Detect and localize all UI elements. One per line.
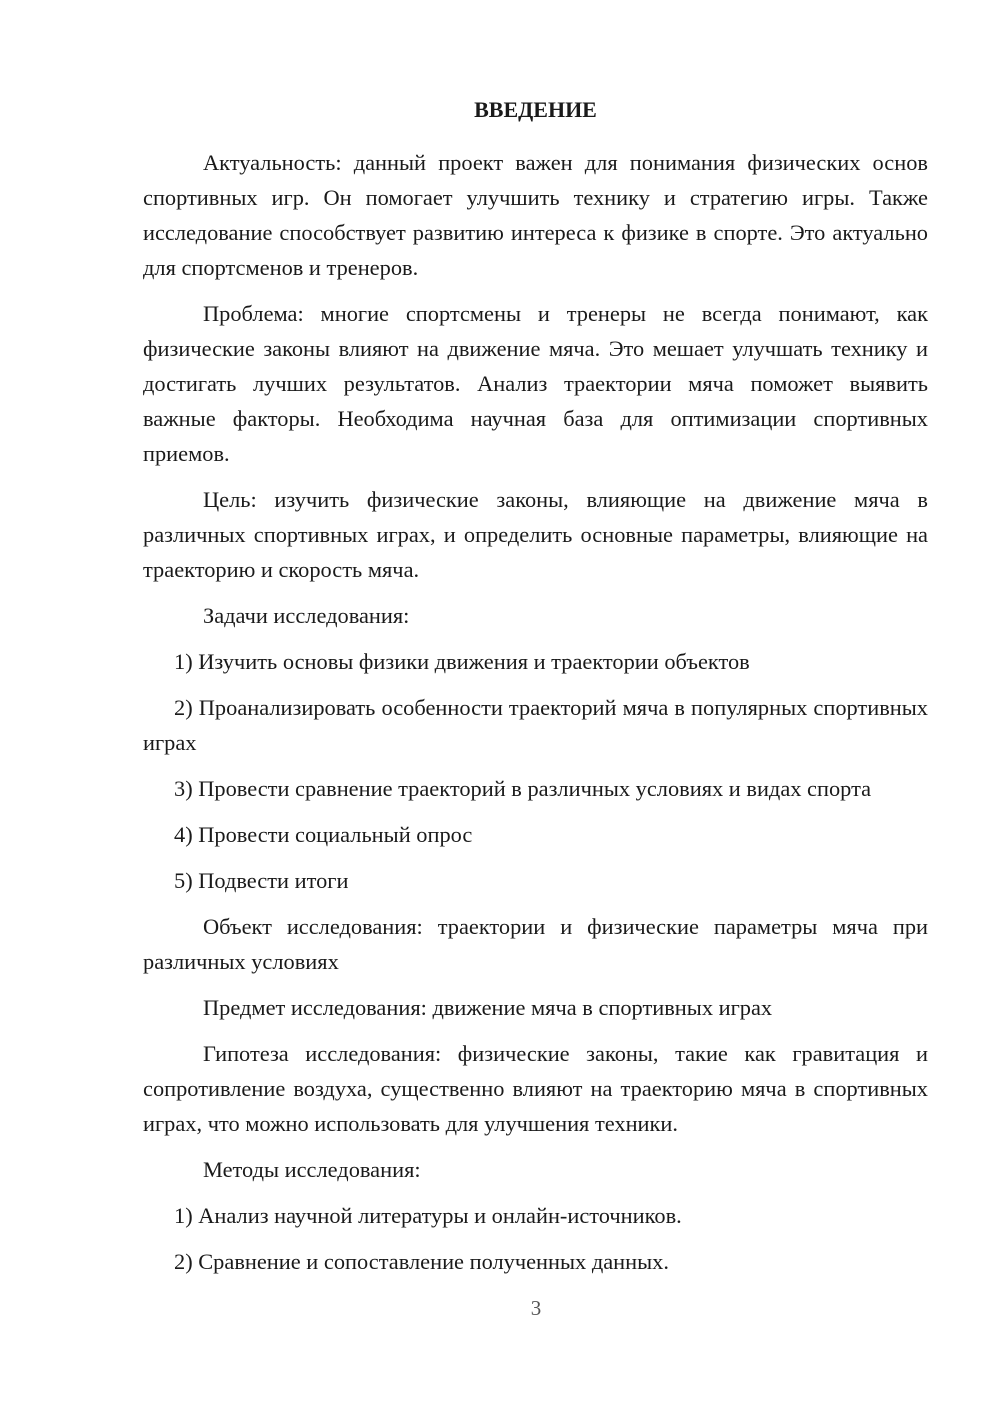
methods-title: Методы исследования: — [203, 1157, 421, 1182]
task-item-3: 3) Провести сравнение траекторий в различных условиях и видах спорта — [174, 776, 872, 801]
method-item-2: 2) Сравнение и сопоставление полученных данных. — [174, 1249, 669, 1274]
task-item-1: 1) Изучить основы физики движения и траектории объектов — [174, 649, 750, 674]
task-item-4: 4) Провести социальный опрос — [174, 822, 473, 847]
task-item-2: 2) Проанализировать особенности траекторий мяча в популярных спортивных играх — [143, 695, 928, 755]
object-paragraph: Объект исследования: траектории и физические параметры мяча при различных условиях — [143, 914, 928, 974]
method-item-1: 1) Анализ научной литературы и онлайн-источников. — [174, 1203, 682, 1228]
section-heading: ВВЕДЕНИЕ — [474, 97, 597, 122]
goal-paragraph: Цель: изучить физические законы, влияющие на движение мяча в различных спортивных играх, и определить основные параметры, влияющие на траекторию и скорость мяча. — [143, 487, 928, 582]
document-page — [143, 92, 928, 1290]
tasks-title: Задачи исследования: — [203, 603, 410, 628]
subject-paragraph: Предмет исследования: движение мяча в спортивных играх — [203, 995, 773, 1020]
relevance-paragraph: Актуальность: данный проект важен для понимания физических основ спортивных игр. Он помогает улучшить технику и стратегию игры. Также исследование способствует развитию интереса к физике в спорте. Это актуально для спортсменов и тренеров. — [143, 150, 928, 280]
page-number: 3 — [530, 1296, 542, 1320]
task-item-5: 5) Подвести итоги — [174, 868, 349, 893]
problem-paragraph: Проблема: многие спортсмены и тренеры не всегда понимают, как физические законы влияют на движение мяча. Это мешает улучшать технику и достигать лучших результатов. Анализ траектории мяча поможет выявить важные факторы. Необходима научная база для оптимизации спортивных приемов. — [143, 301, 928, 466]
hypothesis-paragraph: Гипотеза исследования: физические законы, такие как гравитация и сопротивление воздуха, существенно влияют на траекторию мяча в спортивных играх, что можно использовать для улучшения техники. — [143, 1041, 928, 1136]
